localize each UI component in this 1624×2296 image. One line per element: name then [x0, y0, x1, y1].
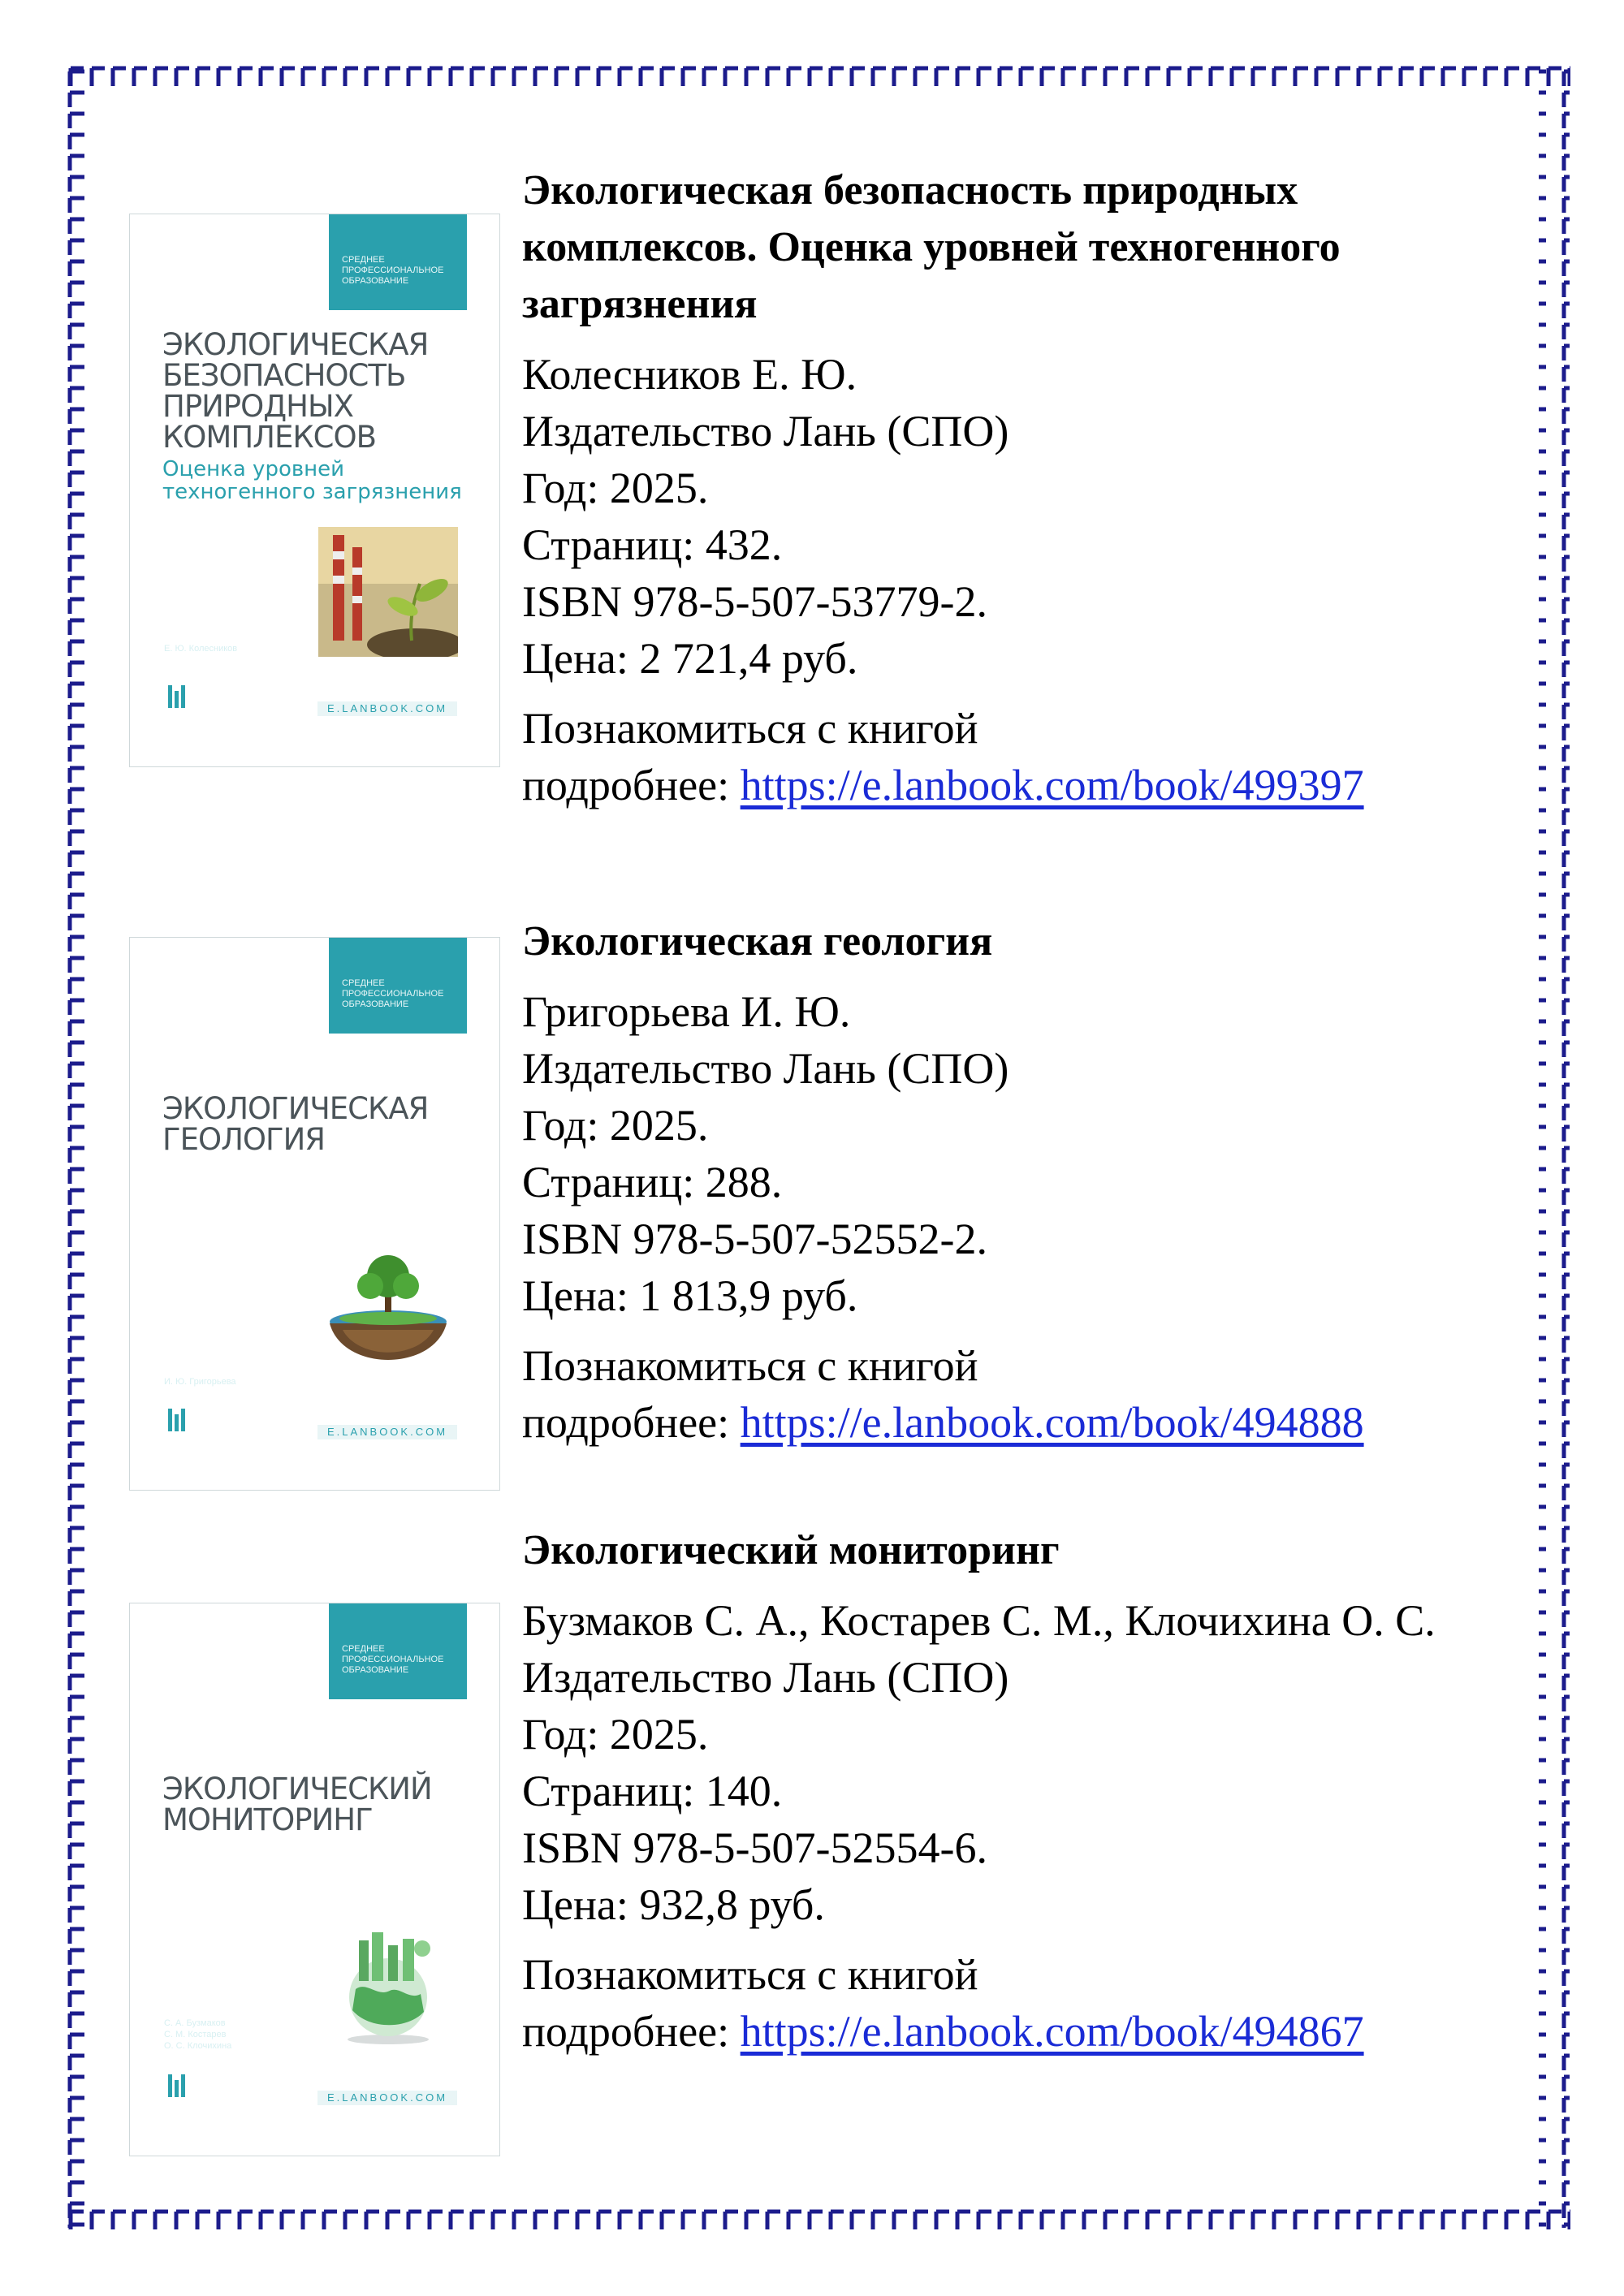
book-isbn: ISBN 978-5-507-53779-2. [522, 577, 987, 626]
more-text-prefix: подробнее: [522, 761, 741, 809]
book-title: Экологический мониторинг [522, 1527, 1060, 1573]
book-info [522, 1522, 1529, 2060]
cover-title: ЭКОЛОГИЧЕСКИЙ МОНИТОРИНГ [162, 1772, 432, 1837]
cover-series: СРЕДНЕЕ ПРОФЕССИОНАЛЬНОЕ ОБРАЗОВАНИЕ [329, 938, 467, 1034]
cover-site: E.LANBOOK.COM [317, 1425, 457, 1439]
book-cover [130, 1603, 499, 2156]
book-title: Экологическая геология [522, 918, 993, 965]
cover-series: СРЕДНЕЕ ПРОФЕССИОНАЛЬНОЕ ОБРАЗОВАНИЕ [329, 214, 467, 310]
book-price: Цена: 2 721,4 руб. [522, 634, 858, 683]
book-publisher: Издательство Лань (СПО) [522, 407, 1009, 455]
book-authors: Григорьева И. Ю. [522, 987, 851, 1036]
book-price: Цена: 932,8 руб. [522, 1880, 825, 1929]
book-title: Экологическая безопасность природных комплексов. Оценка уровней техногенного загрязнения [522, 167, 1341, 327]
book-publisher: Издательство Лань (СПО) [522, 1653, 1009, 1702]
more-text: Познакомиться с книгой [522, 1341, 978, 1390]
book-cover [130, 938, 499, 1490]
book-link[interactable]: https://e.lanbook.com/book/494867 [740, 2007, 1364, 2056]
cover-title: ЭКОЛОГИЧЕСКАЯ ГЕОЛОГИЯ [162, 1091, 429, 1157]
book-link[interactable]: https://e.lanbook.com/book/494888 [740, 1398, 1364, 1447]
book-price: Цена: 1 813,9 руб. [522, 1271, 858, 1320]
book-authors: Бузмаков С. А., Костарев С. М., Клочихина О. С. [522, 1596, 1436, 1645]
book-more [522, 1337, 1529, 1451]
book-more [522, 700, 1529, 814]
more-text: Познакомиться с книгой [522, 1950, 978, 1999]
more-text-prefix: подробнее: [522, 1398, 741, 1447]
book-pages: Страниц: 432. [522, 520, 783, 569]
book-year: Год: 2025. [522, 1710, 709, 1759]
book-more [522, 1946, 1529, 2060]
cover-site: E.LANBOOK.COM [317, 701, 457, 716]
book-authors: Колесников Е. Ю. [522, 350, 857, 399]
publisher-logo-icon [164, 681, 188, 712]
book-link[interactable]: https://e.lanbook.com/book/499397 [740, 761, 1364, 809]
publisher-logo-icon [164, 2070, 188, 2101]
book-info [522, 913, 1529, 1451]
more-text-prefix: подробнее: [522, 2007, 741, 2056]
cover-subtitle: Оценка уровней техногенного загрязнения [162, 457, 462, 504]
cover-illustration [318, 1250, 458, 1380]
cover-illustration [318, 527, 458, 657]
cover-site: E.LANBOOK.COM [317, 2091, 457, 2105]
more-text: Познакомиться с книгой [522, 704, 978, 753]
cover-authors: И. Ю. Григорьева [164, 1377, 236, 1387]
cover-illustration [318, 1916, 458, 2046]
book-pages: Страниц: 140. [522, 1767, 783, 1815]
book-publisher: Издательство Лань (СПО) [522, 1044, 1009, 1093]
book-info [522, 162, 1529, 814]
book-year: Год: 2025. [522, 1101, 709, 1150]
book-cover [130, 214, 499, 766]
book-pages: Страниц: 288. [522, 1158, 783, 1206]
cover-authors: С. А. Бузмаков С. М. Костарев О. С. Клочихина [164, 2018, 232, 2051]
cover-series: СРЕДНЕЕ ПРОФЕССИОНАЛЬНОЕ ОБРАЗОВАНИЕ [329, 1603, 467, 1699]
book-year: Год: 2025. [522, 464, 709, 512]
cover-title: ЭКОЛОГИЧЕСКАЯ БЕЗОПАСНОСТЬ ПРИРОДНЫХ КОМПЛЕКСОВ [162, 327, 429, 455]
publisher-logo-icon [164, 1405, 188, 1435]
book-isbn: ISBN 978-5-507-52552-2. [522, 1215, 987, 1263]
cover-authors: Е. Ю. Колесников [164, 644, 238, 654]
book-isbn: ISBN 978-5-507-52554-6. [522, 1823, 987, 1872]
